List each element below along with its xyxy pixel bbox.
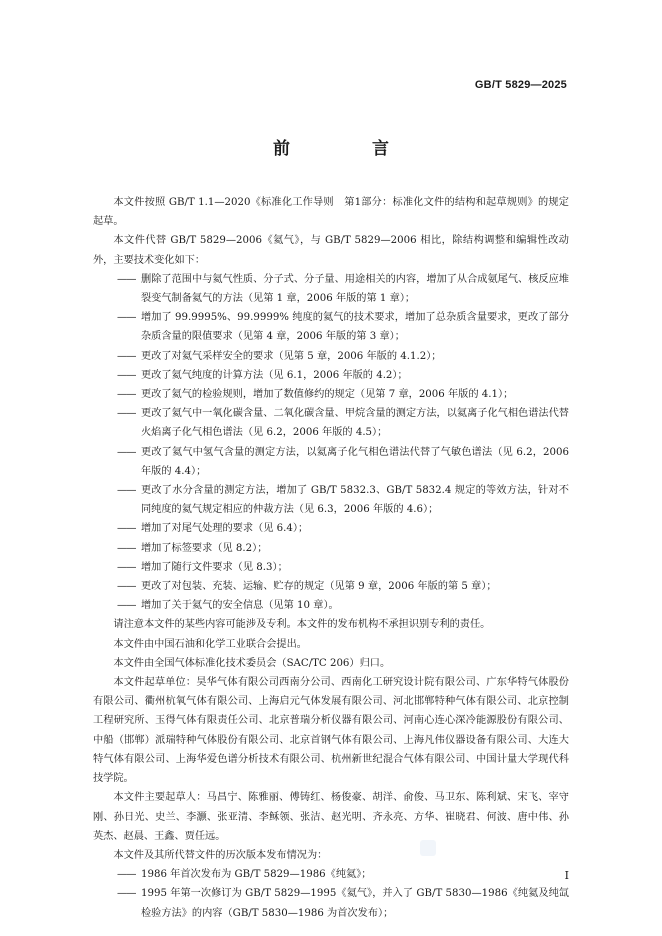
list-item — [93, 558, 569, 577]
list-item-text: 更改了氦气纯度的计算方法（见 6.1，2006 年版的 4.2）； — [141, 369, 408, 381]
page-title: 前 言 — [273, 139, 427, 159]
dash-marker: —— — [117, 389, 136, 401]
dash-marker: —— — [117, 446, 136, 458]
changes-list — [93, 270, 569, 616]
dash-marker: —— — [117, 523, 136, 535]
list-item-text: 增加了对尾气处理的要求（见 6.4）； — [141, 523, 309, 535]
dash-marker: —— — [117, 485, 136, 497]
list-item-text: 更改了氦气的检验规则，增加了数值修约的规定（见第 7 章，2006 年版的 4.1）； — [141, 389, 514, 401]
standard-code: GB/T 5829—2025 — [474, 79, 567, 91]
list-item — [93, 270, 569, 308]
dash-marker: —— — [117, 312, 136, 324]
paragraph: 本文件及其所代替文件的历次版本发布情况为： — [113, 849, 328, 861]
watermark-icon — [420, 840, 436, 856]
dash-marker: —— — [117, 350, 136, 362]
dash-marker: —— — [117, 273, 136, 285]
list-item — [93, 385, 569, 404]
list-item — [93, 539, 569, 558]
list-item-text: 更改了对包装、充装、运输、贮存的规定（见第 9 章，2006 年版的第 5 章）； — [141, 581, 497, 593]
dash-marker: —— — [117, 561, 136, 573]
list-item-text: 增加了关于氦气的安全信息（见第 10 章）。 — [141, 600, 339, 612]
list-item — [93, 404, 569, 442]
list-item — [93, 519, 569, 538]
dash-marker: —— — [117, 408, 136, 420]
paragraph: 请注意本文件的某些内容可能涉及专利。本文件的发布机构不承担识别专利的责任。 — [113, 619, 491, 631]
document-body — [93, 193, 569, 923]
dash-marker: —— — [117, 888, 136, 900]
paragraph: 本文件起草单位：昊华气体有限公司西南分公司、西南化工研究设计院有限公司、广东华特气体股份有限公司、衢州杭氧气体有限公司、上海启元气体发展有限公司、河北邯郸特种气体有限公司、北京控制工程研究所、玉得气体有限责任公司、北京普瑞分析仪器有限公司、河南心连心深冷能源股份有限公司、中船（邯郸）派瑞特种气体股份有限公司、北京首钢气体有限公司、上海凡伟仪器设备有限公司、大连大特气体有限公司、上海华爱色谱分析技术有限公司、杭州新世纪混合气体有限公司、中国计量大学现代科技学院。 — [93, 677, 569, 785]
list-item-text: 更改了水分含量的测定方法，增加了 GB/T 5832.3、GB/T 5832.4 规定的等效方法，针对不同纯度的氦气规定相应的仲裁方法（见 6.3，2006 年版的 4.6）； — [141, 485, 569, 516]
list-item-text: 增加了 99.9995%、99.9999% 纯度的氦气的技术要求，增加了总杂质含量要求，更改了部分杂质含量的限值要求（见第 4 章，2006 年版的第 3 章）； — [141, 312, 569, 343]
list-item-text: 更改了氦气中氢气含量的测定方法，以氦离子化气相色谱法代替了气敏色谱法（见 6.2，2006 年版的 4.4）； — [141, 446, 569, 477]
list-item — [93, 865, 569, 884]
list-item-text: 更改了对氦气采样安全的要求（见第 5 章，2006 年版的 4.1.2）； — [141, 350, 442, 362]
dash-marker: —— — [117, 600, 136, 612]
history-list — [93, 865, 569, 923]
list-item-text: 删除了范围中与氦气性质、分子式、分子量、用途相关的内容，增加了从合成氨尾气、核反应堆裂变气制备氦气的方法（见第 1 章，2006 年版的第 1 章）； — [141, 273, 569, 305]
list-item — [93, 443, 569, 481]
paragraph: 本文件由中国石油和化学工业联合会提出。 — [113, 638, 307, 650]
list-item — [93, 884, 569, 922]
list-item-text: 增加了随行文件要求（见 8.3）； — [141, 561, 288, 573]
list-item-text: 增加了标签要求（见 8.2）； — [141, 542, 268, 554]
list-item — [93, 596, 569, 615]
paragraph: 本文件由全国气体标准化技术委员会（SAC/TC 206）归口。 — [113, 657, 391, 669]
list-item — [93, 481, 569, 519]
list-item — [93, 577, 569, 596]
page-number: I — [564, 869, 569, 882]
list-item — [93, 308, 569, 346]
list-item-text: 1986 年首次发布为 GB/T 5829—1986《纯氦》； — [141, 869, 372, 881]
dash-marker: —— — [117, 542, 136, 554]
dash-marker: —— — [117, 869, 136, 881]
dash-marker: —— — [117, 581, 136, 593]
paragraph: 本文件代替 GB/T 5829—2006《氦气》，与 GB/T 5829—2006 相比，除结构调整和编辑性改动外，主要技术变化如下： — [93, 235, 569, 266]
list-item — [93, 347, 569, 366]
list-item — [93, 366, 569, 385]
paragraph: 本文件主要起草人：马昌宁、陈雅丽、傅铸红、杨俊豪、胡洋、俞俊、马卫东、陈利斌、宋飞、宰守刚、孙日光、史兰、李灏、张亚清、李稣领、张洁、赵光明、齐永亮、方华、崔晓君、何波、唐中伟、孙英杰、赵晨、王鑫、贾任远。 — [93, 792, 569, 842]
list-item-text: 更改了氦气中一氧化碳含量、二氧化碳含量、甲烷含量的测定方法，以氦离子化气相色谱法代替火焰离子化气相色谱法（见 6.2，2006 年版的 4.5）； — [141, 408, 569, 439]
dash-marker: —— — [117, 369, 136, 381]
paragraph: 本文件按照 GB/T 1.1—2020《标准化工作导则 第1部分：标准化文件的结构和起草规则》的规定起草。 — [93, 197, 569, 228]
list-item-text: 1995 年第一次修订为 GB/T 5829—1995《氦气》，并入了 GB/T 5830—1986《纯氦及纯氙检验方法》的内容（GB/T 5830—1986 为首次发布）； — [141, 888, 569, 919]
